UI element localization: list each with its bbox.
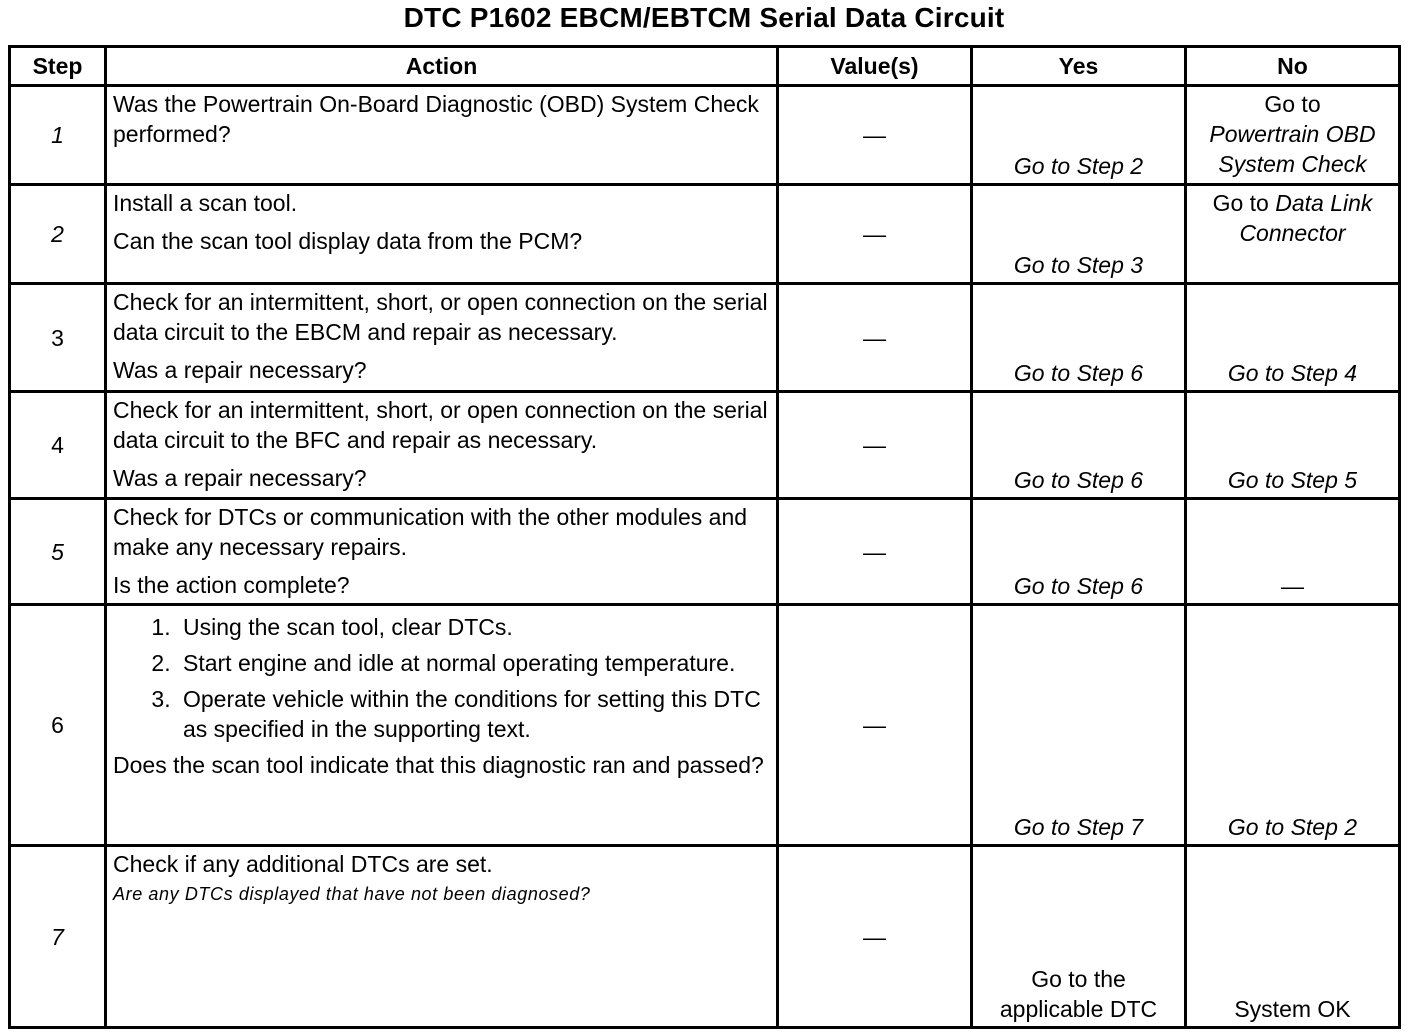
no-cell: System OK (1186, 846, 1400, 1028)
yes-cell: Go to the applicable DTC (972, 846, 1186, 1028)
value-cell: — (778, 86, 972, 185)
yes-cell: Go to Step 6 (972, 392, 1186, 499)
table-row (10, 185, 1400, 284)
step-number: 3 (10, 284, 106, 392)
header-step: Step (10, 47, 106, 86)
no-cell: — (1186, 499, 1400, 605)
value-cell: — (778, 392, 972, 499)
yes-cell: Go to Step 6 (972, 284, 1186, 392)
table-header-row (10, 47, 1400, 86)
procedure-item: 1. Using the scan tool, clear DTCs. (177, 612, 770, 642)
action-cell (106, 392, 778, 499)
page-title: DTC P1602 EBCM/EBTCM Serial Data Circuit (403, 2, 1005, 33)
step-number: 4 (10, 392, 106, 499)
action-question: Is the action complete? (113, 572, 350, 598)
yes-cell: Go to Step 6 (972, 499, 1186, 605)
step-number: 2 (10, 185, 106, 284)
action-question: Are any DTCs displayed that have not been diagnosed? (113, 884, 591, 904)
diagnostic-table (8, 45, 1401, 1029)
table-row (10, 499, 1400, 605)
procedure-item: 2. Start engine and idle at normal operating temperature. (177, 648, 770, 678)
action-question: Can the scan tool display data from the PCM? (113, 228, 583, 254)
no-cell: Go to Step 5 (1186, 392, 1400, 499)
yes-cell: Go to Step 3 (972, 185, 1186, 284)
table-row (10, 605, 1400, 846)
action-cell (106, 284, 778, 392)
step-number: 7 (10, 846, 106, 1028)
header-action: Action (106, 47, 778, 86)
action-cell (106, 185, 778, 284)
no-link: Data Link Connector (1239, 190, 1373, 246)
no-cell (1186, 86, 1400, 185)
value-cell: — (778, 846, 972, 1028)
action-text: Check for an intermittent, short, or open connection on the serial data circuit to the EBCM and repair as necessary. (113, 289, 768, 345)
no-cell: Go to Step 4 (1186, 284, 1400, 392)
yes-cell: Go to Step 7 (972, 605, 1186, 846)
procedure-list (113, 612, 770, 744)
no-prefix: Go to (1264, 91, 1321, 117)
no-cell (1186, 185, 1400, 284)
value-cell: — (778, 284, 972, 392)
table-row (10, 846, 1400, 1028)
table-row (10, 86, 1400, 185)
action-text: Install a scan tool. (113, 190, 298, 216)
value-cell: — (778, 185, 972, 284)
table-row (10, 284, 1400, 392)
action-text: Check if any additional DTCs are set. (113, 851, 493, 877)
step-number: 5 (10, 499, 106, 605)
value-cell: — (778, 499, 972, 605)
no-link: Powertrain OBD System Check (1209, 121, 1376, 177)
action-cell (106, 846, 778, 1028)
value-cell: — (778, 605, 972, 846)
no-cell: Go to Step 2 (1186, 605, 1400, 846)
action-cell (106, 499, 778, 605)
action-question: Was a repair necessary? (113, 357, 367, 383)
no-prefix: Go to (1212, 190, 1269, 216)
action-cell (106, 86, 778, 185)
action-question: Does the scan tool indicate that this diagnostic ran and passed? (113, 752, 764, 778)
action-cell (106, 605, 778, 846)
header-values: Value(s) (778, 47, 972, 86)
action-question: Was a repair necessary? (113, 465, 367, 491)
step-number: 6 (10, 605, 106, 846)
action-text: Check for an intermittent, short, or open connection on the serial data circuit to the BFC and repair as necessary. (113, 397, 768, 453)
procedure-item: 3. Operate vehicle within the conditions for setting this DTC as specified in the supporting text. (177, 684, 770, 744)
step-number: 1 (10, 86, 106, 185)
action-text: Was the Powertrain On-Board Diagnostic (OBD) System Check performed? (113, 91, 759, 147)
header-yes: Yes (972, 47, 1186, 86)
table-row (10, 392, 1400, 499)
header-no: No (1186, 47, 1400, 86)
yes-cell: Go to Step 2 (972, 86, 1186, 185)
action-text: Check for DTCs or communication with the other modules and make any necessary repairs. (113, 504, 748, 560)
